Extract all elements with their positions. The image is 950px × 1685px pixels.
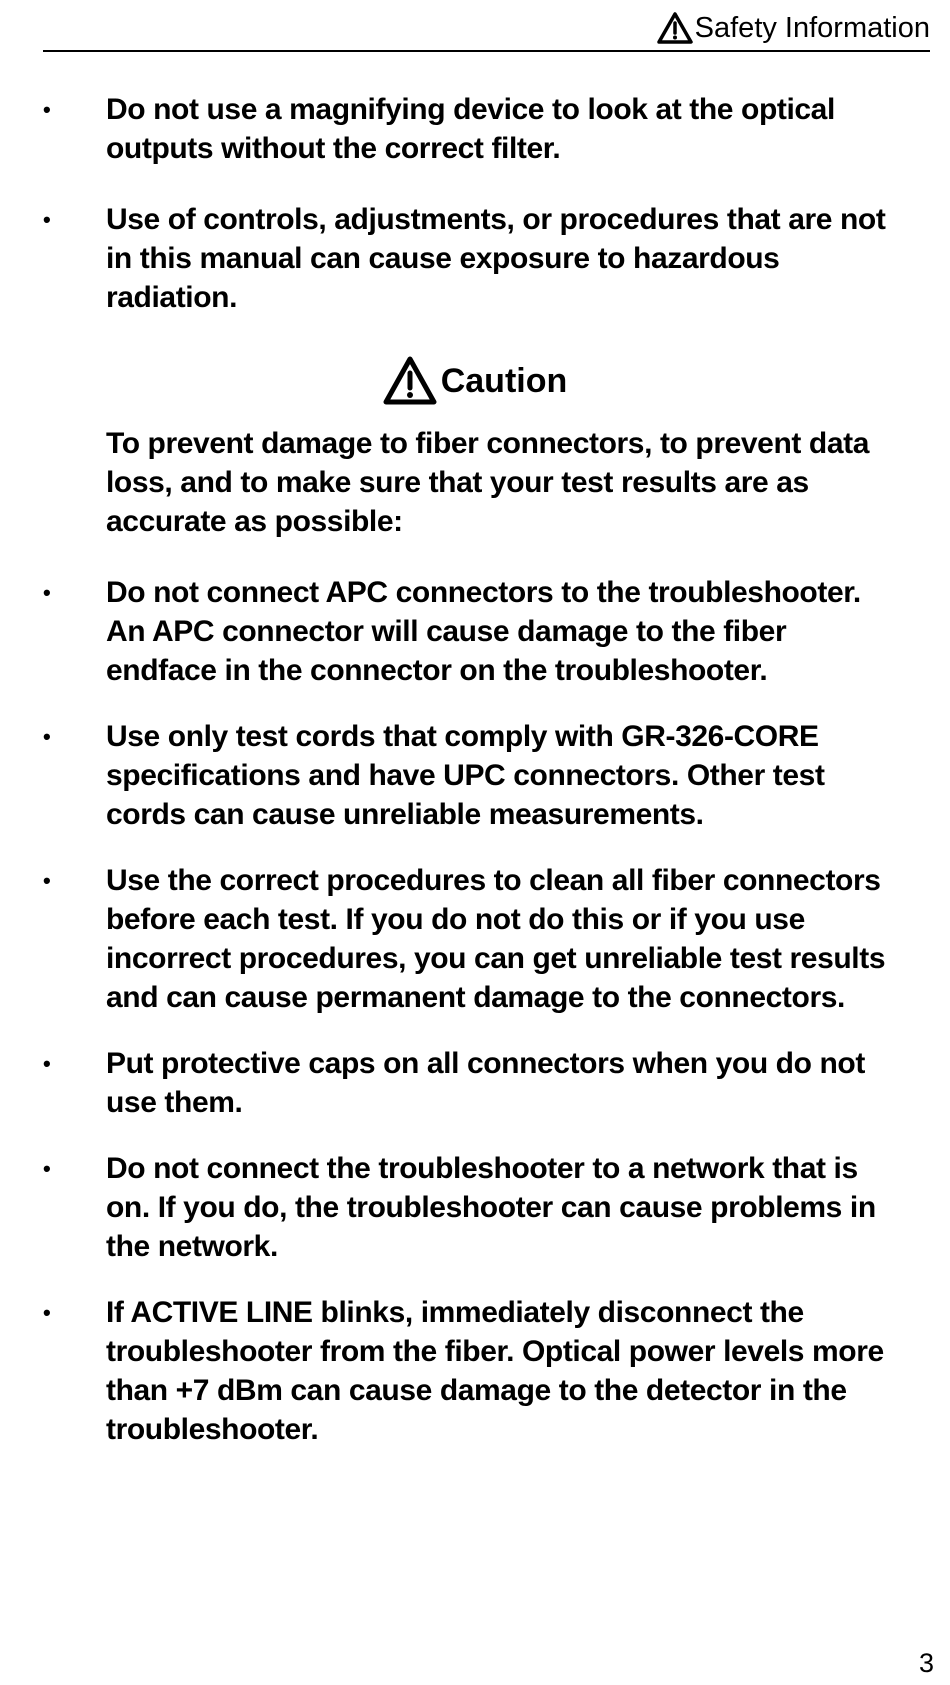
bullet-icon: • [43,868,51,893]
warning-triangle-icon [657,12,693,44]
list-item [43,1044,903,1122]
list-item [43,1293,903,1449]
bullet-icon: • [43,580,51,605]
bullet-icon: • [43,97,51,122]
list-item [43,90,903,168]
list-item-text: Do not use a magnifying device to look at the optical outputs without the correct filter. [106,93,835,165]
bullet-icon: • [43,207,51,232]
list-item [43,861,903,1017]
bullet-icon: • [43,1051,51,1076]
bullet-icon: • [43,1156,51,1181]
header-title: Safety Information [694,12,930,44]
list-item [43,1149,903,1266]
list-item-text: Put protective caps on all connectors when you do not use them. [106,1047,865,1119]
caution-heading [0,356,950,406]
list-item [43,717,903,834]
list-item-text: Use of controls, adjustments, or procedures that are not in this manual can cause exposure to hazardous radiation. [106,203,886,314]
caution-title: Caution [440,362,568,400]
warning-triangle-icon [383,356,437,406]
list-item-text: Use the correct procedures to clean all fiber connectors before each test. If you do not do this or if you use incorrect procedures, you can get unreliable test results and can cause permanent damage to the connectors. [106,864,886,1014]
header-title-group [657,8,930,48]
list-item-text: Do not connect APC connectors to the troubleshooter. An APC connector will cause damage to the fiber endface in the connector on the troubleshooter. [106,576,861,687]
list-item-text: Do not connect the troubleshooter to a network that is on. If you do, the troubleshooter can cause problems in the network. [106,1152,876,1263]
top-safety-list [43,90,903,317]
bullet-icon: • [43,1300,51,1325]
caution-intro: To prevent damage to fiber connectors, to prevent data loss, and to make sure that your test results are as accurate as possible: [106,427,869,538]
list-item-text: If ACTIVE LINE blinks, immediately disconnect the troubleshooter from the fiber. Optical power levels more than +7 dBm can cause damage to the detector in the troubleshooter. [106,1296,884,1446]
caution-list [43,573,903,1449]
bullet-icon: • [43,724,51,749]
page-header [43,8,930,52]
list-item [43,573,903,690]
page-number: 3 [918,1648,934,1678]
list-item [43,200,903,317]
list-item-text: Use only test cords that comply with GR-326-CORE specifications and have UPC connectors. Other test cords can cause unreliable measurements. [106,720,825,831]
